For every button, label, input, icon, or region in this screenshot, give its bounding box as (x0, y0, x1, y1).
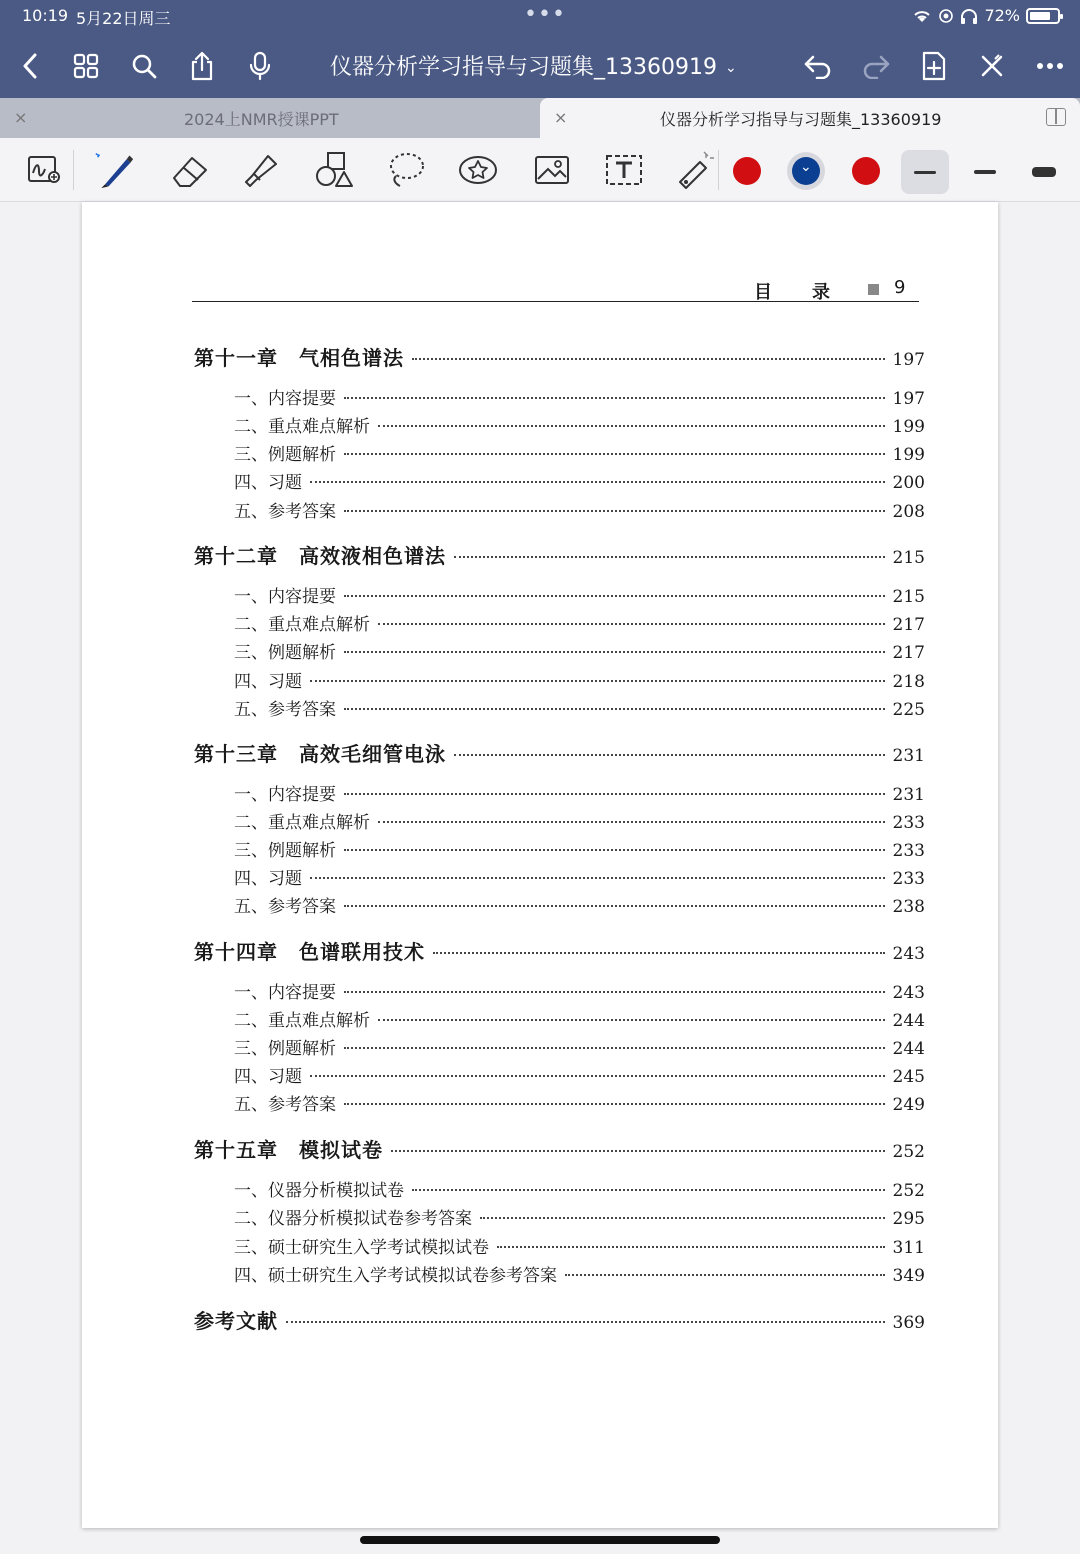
toc-page-number: 215 (892, 587, 925, 607)
laser-pointer-icon (674, 150, 714, 190)
close-pen-icon (979, 53, 1005, 79)
home-indicator[interactable] (360, 1536, 720, 1544)
tab-current-document[interactable] (540, 98, 1080, 138)
toc-chapter-entry[interactable] (194, 1305, 925, 1334)
toc-dot-leader (344, 510, 885, 512)
toc-dot-leader (344, 793, 885, 795)
tab-label: 仪器分析学习指导与习题集_13360919 (660, 110, 942, 129)
running-head-marker (868, 284, 879, 295)
toc-page-number: 311 (892, 1238, 925, 1258)
toc-dot-leader (433, 952, 885, 954)
toc-entry-title: 四、硕士研究生入学考试模拟试卷参考答案 (234, 1266, 557, 1286)
toc-section-entry[interactable] (234, 1062, 925, 1087)
sticker-icon (458, 150, 498, 190)
toc-dot-leader (378, 623, 885, 625)
toc-entry-title: 五、参考答案 (234, 502, 336, 522)
toc-chapter-entry[interactable] (194, 738, 925, 767)
chevron-left-icon (22, 53, 38, 79)
split-view-icon[interactable] (1046, 108, 1066, 126)
pdf-page[interactable] (82, 202, 998, 1528)
toc-dot-leader (412, 358, 885, 360)
toc-page-number: 233 (892, 869, 925, 889)
shapes-tool[interactable] (314, 150, 354, 190)
toc-dot-leader (310, 680, 885, 682)
toc-page-number: 208 (892, 502, 925, 522)
search-icon (131, 53, 157, 79)
toc-page-number: 199 (892, 445, 925, 465)
image-tool[interactable] (532, 150, 572, 190)
toc-dot-leader (378, 425, 885, 427)
running-head-label: 录 (812, 282, 830, 303)
toc-dot-leader (378, 821, 885, 823)
toc-section-entry[interactable] (234, 1233, 925, 1258)
undo-button[interactable] (798, 46, 838, 86)
highlighter-tool[interactable] (242, 150, 282, 190)
toc-page-number: 249 (892, 1095, 925, 1115)
top-bar (0, 0, 1080, 98)
toc-page-number: 233 (892, 841, 925, 861)
document-title-text: 仪器分析学习指导与习题集_13360919 (330, 55, 717, 80)
toc-entry-title: 一、内容提要 (234, 785, 336, 805)
toc-entry-title: 第十二章 高效液相色谱法 (194, 544, 446, 568)
toc-page-number: 349 (892, 1266, 925, 1286)
document-viewport[interactable] (0, 202, 1080, 1554)
toc-section-entry[interactable] (234, 1204, 925, 1229)
toc-page-number: 245 (892, 1067, 925, 1087)
toc-section-entry[interactable] (234, 582, 925, 607)
image-icon (534, 154, 570, 186)
redo-button[interactable] (856, 46, 896, 86)
handwriting-icon (27, 155, 61, 185)
toc-page-number: 215 (892, 548, 925, 568)
toc-dot-leader (412, 1189, 885, 1191)
running-head-label: 目 (754, 282, 772, 303)
toc-entry-title: 二、重点难点解析 (234, 417, 370, 437)
toc-entry-title: 三、例题解析 (234, 445, 336, 465)
toc-dot-leader (344, 991, 885, 993)
toc-section-entry[interactable] (234, 1261, 925, 1286)
stroke-width-medium[interactable] (961, 150, 1009, 194)
undo-icon (803, 53, 833, 79)
toc-chapter-entry[interactable] (194, 1134, 925, 1163)
status-date: 5月22日周三 (76, 9, 171, 28)
more-icon (1036, 62, 1064, 70)
share-icon (189, 51, 215, 81)
thumbnails-button[interactable] (66, 46, 106, 86)
share-button[interactable] (182, 46, 222, 86)
toc-entry-title: 一、内容提要 (234, 983, 336, 1003)
lasso-icon (386, 150, 426, 190)
toc-entry-title: 五、参考答案 (234, 897, 336, 917)
toc-section-entry[interactable] (234, 1176, 925, 1201)
toc-page-number: 233 (892, 813, 925, 833)
toc-entry-title: 四、习题 (234, 1067, 302, 1087)
toc-dot-leader (310, 1075, 885, 1077)
toc-entry-title: 三、硕士研究生入学考试模拟试卷 (234, 1238, 489, 1258)
toc-section-entry[interactable] (234, 1090, 925, 1115)
color-swatch-blue-selected[interactable] (792, 157, 820, 185)
toc-section-entry[interactable] (234, 610, 925, 635)
status-bar (0, 0, 1080, 32)
document-title[interactable] (330, 50, 737, 81)
toc-page-number: 244 (892, 1011, 925, 1031)
toc-page-number: 243 (892, 983, 925, 1003)
toc-dot-leader (344, 651, 885, 653)
tab-close-icon[interactable]: × (14, 108, 28, 127)
toc-dot-leader (454, 556, 885, 558)
color-swatch-red[interactable] (733, 157, 761, 185)
toc-page-number: 295 (892, 1209, 925, 1229)
toc-dot-leader (480, 1217, 885, 1219)
toc-dot-leader (344, 849, 885, 851)
toc-page-number: 217 (892, 615, 925, 635)
toc-page-number: 252 (892, 1181, 925, 1201)
headphones-icon (960, 8, 978, 24)
toc-dot-leader (378, 1019, 885, 1021)
lasso-tool[interactable] (386, 150, 426, 190)
highlighter-icon (242, 150, 282, 190)
toc-chapter-entry[interactable] (194, 936, 925, 965)
tab-close-icon[interactable]: × (554, 108, 568, 127)
toc-section-entry[interactable] (234, 1006, 925, 1031)
toc-dot-leader (286, 1321, 885, 1323)
toc-entry-title: 五、参考答案 (234, 700, 336, 720)
toc-page-number: 231 (892, 746, 925, 766)
toc-section-entry[interactable] (234, 497, 925, 522)
toc-dot-leader (391, 1150, 885, 1152)
toc-page-number: 200 (892, 473, 925, 493)
toolbar-divider (718, 150, 719, 190)
toc-page-number: 238 (892, 897, 925, 917)
toc-entry-title: 五、参考答案 (234, 1095, 336, 1115)
toc-entry-title: 参考文献 (194, 1309, 278, 1333)
toc-entry-title: 第十四章 色谱联用技术 (194, 940, 425, 964)
toc-page-number: 197 (892, 350, 925, 370)
toc-section-entry[interactable] (234, 695, 925, 720)
shapes-icon (314, 150, 354, 190)
toc-entry-title: 一、内容提要 (234, 587, 336, 607)
toc-dot-leader (344, 397, 885, 399)
laser-pointer-tool[interactable] (674, 150, 714, 190)
battery-percent: 72% (984, 6, 1020, 25)
running-head-page-number: 9 (894, 277, 906, 298)
chevron-down-icon: ⌄ (724, 60, 737, 76)
back-button[interactable] (10, 46, 50, 86)
toc-entry-title: 四、习题 (234, 869, 302, 889)
toc-entry-title: 二、重点难点解析 (234, 615, 370, 635)
toc-entry-title: 二、重点难点解析 (234, 813, 370, 833)
tab-nmr-ppt[interactable] (0, 98, 540, 138)
toolbar-divider (73, 150, 74, 190)
toc-entry-title: 二、仪器分析模拟试卷参考答案 (234, 1209, 472, 1229)
pen-icon (94, 148, 134, 192)
toc-entry-title: 一、仪器分析模拟试卷 (234, 1181, 404, 1201)
toc-section-entry[interactable] (234, 667, 925, 692)
toc-dot-leader (310, 481, 885, 483)
toc-section-entry[interactable] (234, 836, 925, 861)
toc-page-number: 231 (892, 785, 925, 805)
toc-page-number: 197 (892, 389, 925, 409)
text-box-icon (604, 152, 644, 188)
annotation-toolbar (0, 138, 1080, 202)
running-head (192, 274, 919, 302)
toc-page-number: 244 (892, 1039, 925, 1059)
toc-dot-leader (344, 1103, 885, 1105)
grid-icon (73, 53, 99, 79)
tab-bar (0, 98, 1080, 138)
stroke-width-thin[interactable] (901, 150, 949, 194)
battery-icon (1026, 8, 1060, 24)
handwriting-conversion-tool[interactable] (24, 150, 64, 190)
add-page-icon (921, 51, 947, 81)
toc-page-number: 217 (892, 643, 925, 663)
toc-section-entry[interactable] (234, 638, 925, 663)
toc-page-number: 369 (892, 1313, 925, 1333)
stroke-width-thick[interactable] (1020, 150, 1068, 194)
toc-section-entry[interactable] (234, 780, 925, 805)
toc-page-number: 218 (892, 672, 925, 692)
toc-section-entry[interactable] (234, 892, 925, 917)
toc-entry-title: 三、例题解析 (234, 1039, 336, 1059)
toc-chapter-entry[interactable] (194, 540, 925, 569)
add-page-button[interactable] (914, 46, 954, 86)
toc-section-entry[interactable] (234, 468, 925, 493)
microphone-icon (248, 51, 272, 81)
redo-icon (861, 53, 891, 79)
toc-section-entry[interactable] (234, 440, 925, 465)
elements-tool[interactable] (458, 150, 498, 190)
status-right (912, 6, 1060, 25)
search-button[interactable] (124, 46, 164, 86)
toc-entry-title: 第十一章 气相色谱法 (194, 346, 404, 370)
close-pen-button[interactable] (972, 46, 1012, 86)
toc-section-entry[interactable] (234, 384, 925, 409)
toc-page-number: 225 (892, 700, 925, 720)
toc-dot-leader (344, 708, 885, 710)
toc-entry-title: 二、重点难点解析 (234, 1011, 370, 1031)
status-time: 10:19 (22, 6, 69, 25)
toc-entry-title: 第十五章 模拟试卷 (194, 1138, 383, 1162)
toc-page-number: 252 (892, 1142, 925, 1162)
toc-section-entry[interactable] (234, 978, 925, 1003)
toc-entry-title: 第十三章 高效毛细管电泳 (194, 742, 446, 766)
toc-dot-leader (454, 754, 885, 756)
toc-entry-title: 四、习题 (234, 473, 302, 493)
microphone-button[interactable] (240, 46, 280, 86)
toc-dot-leader (310, 877, 885, 879)
toc-page-number: 243 (892, 944, 925, 964)
toc-entry-title: 四、习题 (234, 672, 302, 692)
toc-chapter-entry[interactable] (194, 342, 925, 371)
toc-section-entry[interactable] (234, 864, 925, 889)
toc-entry-title: 一、内容提要 (234, 389, 336, 409)
nav-bar (0, 36, 1080, 96)
toc-dot-leader (344, 905, 885, 907)
more-button[interactable] (1030, 46, 1070, 86)
toc-section-entry[interactable] (234, 1034, 925, 1059)
toc-entry-title: 三、例题解析 (234, 643, 336, 663)
toc-dot-leader (344, 453, 885, 455)
wifi-icon (912, 8, 932, 24)
pen-tool[interactable] (94, 150, 134, 190)
toc-dot-leader (344, 595, 885, 597)
toc-entry-title: 三、例题解析 (234, 841, 336, 861)
toc-section-entry[interactable] (234, 808, 925, 833)
tab-label: 2024上NMR授课PPT (184, 110, 339, 129)
toc-page-number: 199 (892, 417, 925, 437)
chevron-down-icon: ⌄ (800, 159, 812, 175)
multitask-dots[interactable]: ••• (524, 2, 566, 27)
color-swatch-red-2[interactable] (852, 157, 880, 185)
eraser-tool[interactable] (170, 150, 210, 190)
toc-dot-leader (344, 1047, 885, 1049)
toc-section-entry[interactable] (234, 412, 925, 437)
location-icon (938, 8, 954, 24)
toc-dot-leader (565, 1274, 885, 1276)
eraser-icon (170, 150, 210, 190)
toc-dot-leader (497, 1246, 885, 1248)
text-tool[interactable] (604, 150, 644, 190)
